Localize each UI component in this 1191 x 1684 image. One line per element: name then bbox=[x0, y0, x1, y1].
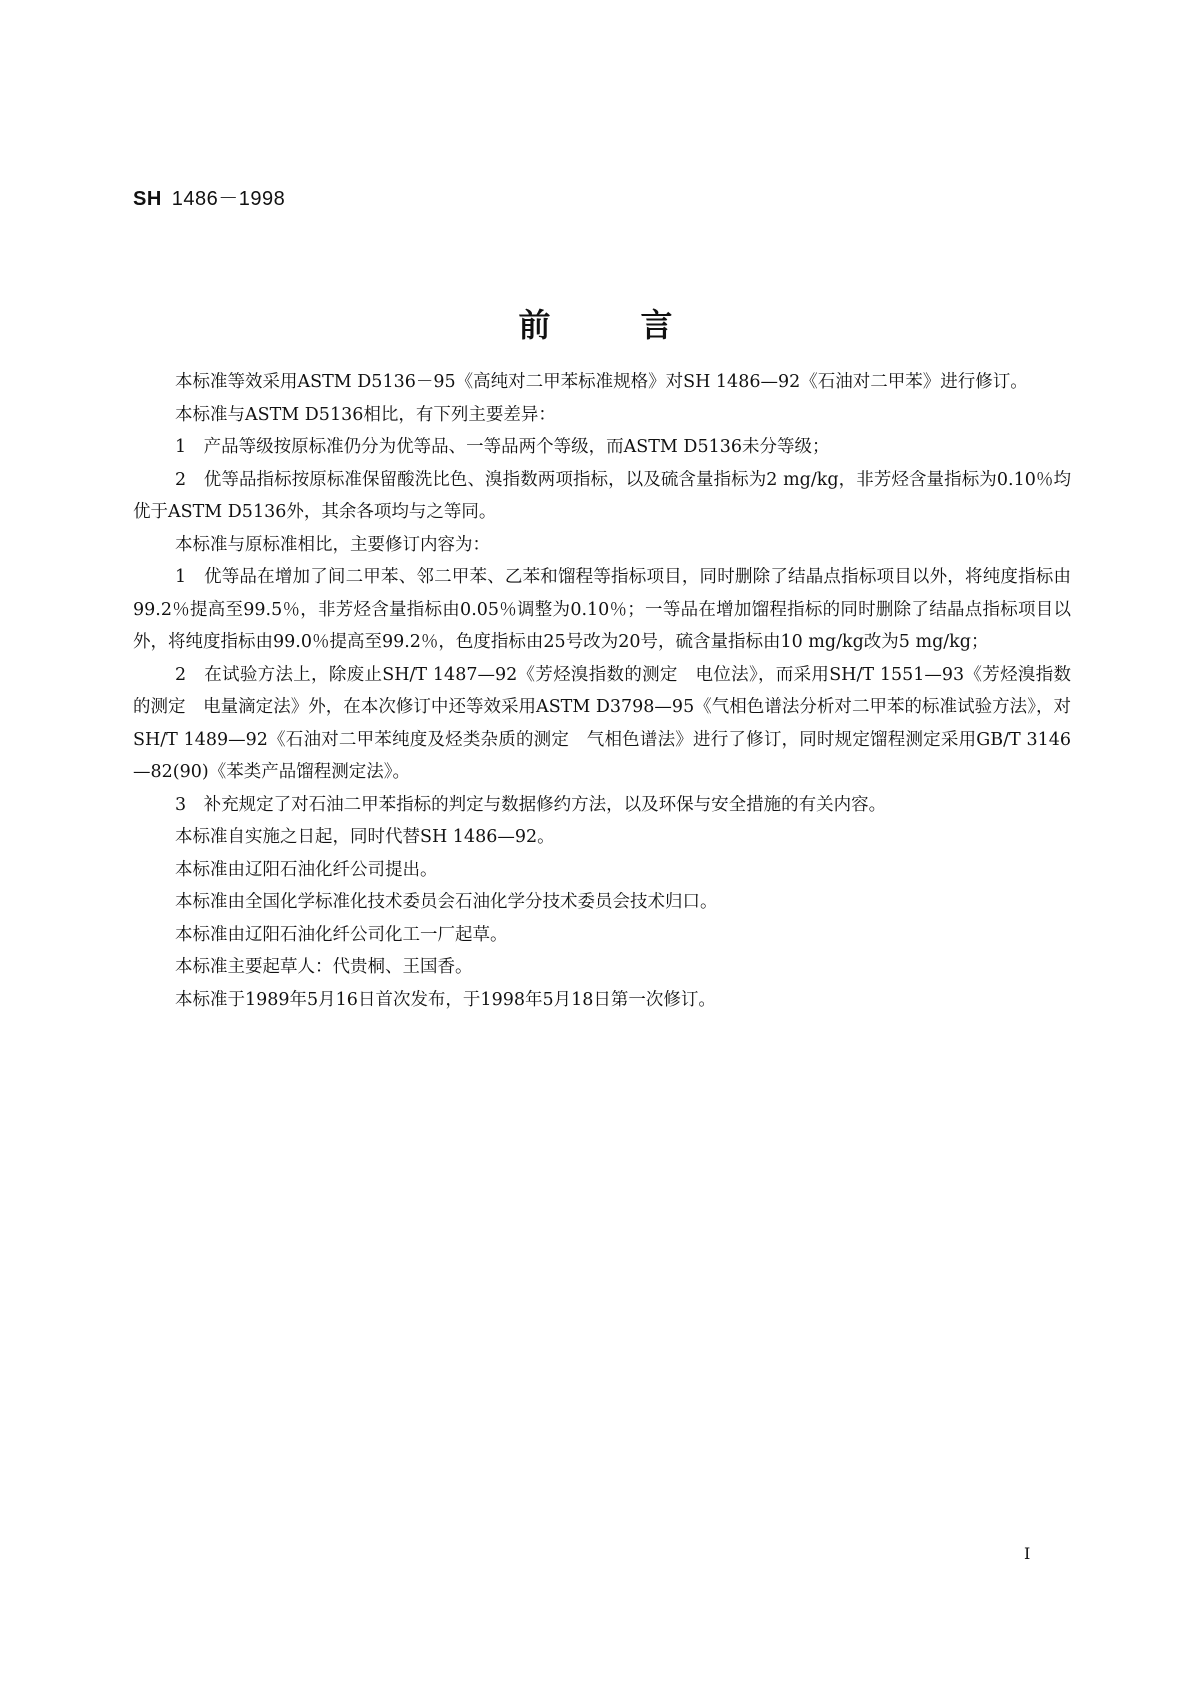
paragraph: 2 优等品指标按原标准保留酸洗比色、溴指数两项指标，以及硫含量指标为2 mg/kg，非芳烃含量指标为0.10％均优于ASTM D5136外，其余各项均与之等同。 bbox=[133, 469, 1071, 522]
foreword-body bbox=[133, 366, 1071, 1016]
standard-number bbox=[133, 182, 285, 211]
paragraph: 本标准由辽阳石油化纤公司化工一厂起草。 bbox=[175, 924, 508, 945]
paragraph: 本标准于1989年5月16日首次发布，于1998年5月18日第一次修订。 bbox=[175, 989, 716, 1010]
page-title: 前言 bbox=[518, 306, 763, 344]
standard-code: 1486－1998 bbox=[171, 188, 286, 210]
paragraph: 本标准由辽阳石油化纤公司提出。 bbox=[175, 859, 438, 880]
paragraph: 本标准主要起草人：代贵桐、王国香。 bbox=[175, 957, 473, 977]
paragraph: 本标准等效采用ASTM D5136－95《高纯对二甲苯标准规格》对SH 1486—92《石油对二甲苯》进行修订。 bbox=[175, 372, 1028, 392]
paragraph: 本标准自实施之日起，同时代替SH 1486—92。 bbox=[175, 827, 555, 847]
paragraph: 本标准由全国化学标准化技术委员会石油化学分技术委员会技术归口。 bbox=[175, 892, 718, 912]
paragraph: 3 补充规定了对石油二甲苯指标的判定与数据修约方法，以及环保与安全措施的有关内容。 bbox=[175, 794, 887, 815]
paragraph: 1 优等品在增加了间二甲苯、邻二甲苯、乙苯和馏程等指标项目，同时删除了结晶点指标项目以外，将纯度指标由99.2％提高至99.5％，非芳烃含量指标由0.05％调整为0.10％；一等品在增加馏程指标的同时删除了结晶点指标项目以外，将纯度指标由99.0％提高至99.2％，色度指标由25号改为20号，硫含量指标由10 mg/kg改为5 mg/kg； bbox=[133, 567, 1071, 652]
paragraph: 2 在试验方法上，除废止SH/T 1487—92《芳烃溴指数的测定 电位法》，而采用SH/T 1551—93《芳烃溴指数的测定 电量滴定法》外，在本次修订中还等效采用ASTM D3798—95《气相色谱法分析对二甲苯的标准试验方法》，对SH/T 1489—92《石油对二甲苯纯度及烃类杂质的测定 气相色谱法》进行了修订，同时规定馏程测定采用GB/T 3146—82(90)《苯类产品馏程测定法》。 bbox=[133, 664, 1071, 782]
paragraph: 本标准与ASTM D5136相比，有下列主要差异： bbox=[175, 404, 556, 425]
page-number: I bbox=[1024, 1544, 1031, 1563]
paragraph: 1 产品等级按原标准仍分为优等品、一等品两个等级，而ASTM D5136未分等级； bbox=[175, 437, 830, 457]
standard-prefix: SH bbox=[133, 188, 162, 210]
paragraph: 本标准与原标准相比，主要修订内容为： bbox=[175, 534, 490, 555]
